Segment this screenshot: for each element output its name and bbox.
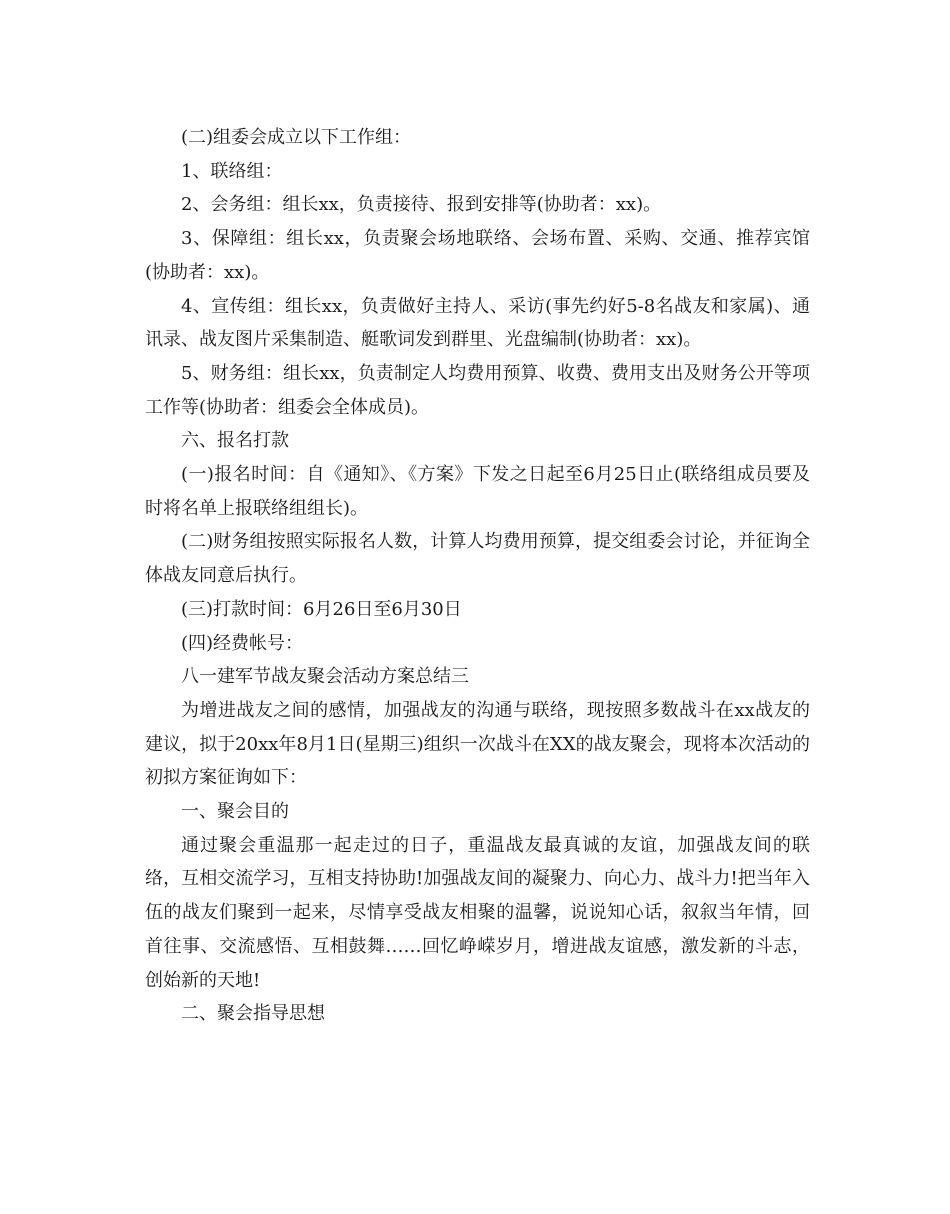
paragraph-intro: 为增进战友之间的感情，加强战友的沟通与联络，现按照多数战斗在xx战友的建议，拟于20xx年8月1日(星期三)组织一次战斗在XX的战友聚会，现将本次活动的初拟方案征询如下： xyxy=(145,699,810,789)
heading-plan-summary-three: 八一建军节战友聚会活动方案总结三 xyxy=(181,666,469,688)
paragraph-support-group: 3、保障组：组长xx，负责聚会场地联络、会场布置、采购、交通、推荐宾馆(协助者：xx)。 xyxy=(145,228,810,283)
paragraph-account-number: (四)经费帐号： xyxy=(181,632,304,654)
paragraph-purpose: 通过聚会重温那一起走过的日子，重温战友最真诚的友谊，加强战友间的联络，互相交流学习，互相支持协助!加强战友间的凝聚力、向心力、战斗力!把当年入伍的战友们聚到一起来，尽情享受战友相聚的温馨，说说知心话，叙叙当年情，回首往事、交流感悟、互相鼓舞……回忆峥嵘岁月，增进战友谊感，激发新的斗志，创始新的天地! xyxy=(145,834,810,991)
paragraph-work-groups-intro: (二)组委会成立以下工作组： xyxy=(181,127,412,148)
heading-registration-payment: 六、报名打款 xyxy=(181,430,289,452)
document-body xyxy=(145,121,810,1031)
heading-purpose: 一、聚会目的 xyxy=(181,801,289,823)
paragraph-payment-time: (三)打款时间：6月26日至6月30日 xyxy=(181,598,462,620)
paragraph-registration-time: (一)报名时间：自《通知》、《方案》下发之日起至6月25日止(联络组成员要及时将名单上报联络组组长)。 xyxy=(145,464,810,519)
paragraph-budget: (二)财务组按照实际报名人数，计算人均费用预算，提交组委会讨论，并征询全体战友同意后执行。 xyxy=(145,531,810,587)
paragraph-publicity-group: 4、宣传组：组长xx，负责做好主持人、采访(事先约好5-8名战友和家属)、通讯录、战友图片采集制造、艇歌词发到群里、光盘编制(协助者：xx)。 xyxy=(145,295,810,351)
paragraph-finance-group: 5、财务组：组长xx，负责制定人均费用预算、收费、费用支出及财务公开等项工作等(协助者：组委会全体成员)。 xyxy=(145,362,810,418)
paragraph-liaison-group: 1、联络组： xyxy=(181,160,283,182)
heading-guiding-idea: 二、聚会指导思想 xyxy=(181,1003,325,1025)
paragraph-affairs-group: 2、会务组：组长xx，负责接待、报到安排等(协助者：xx)。 xyxy=(181,194,662,216)
